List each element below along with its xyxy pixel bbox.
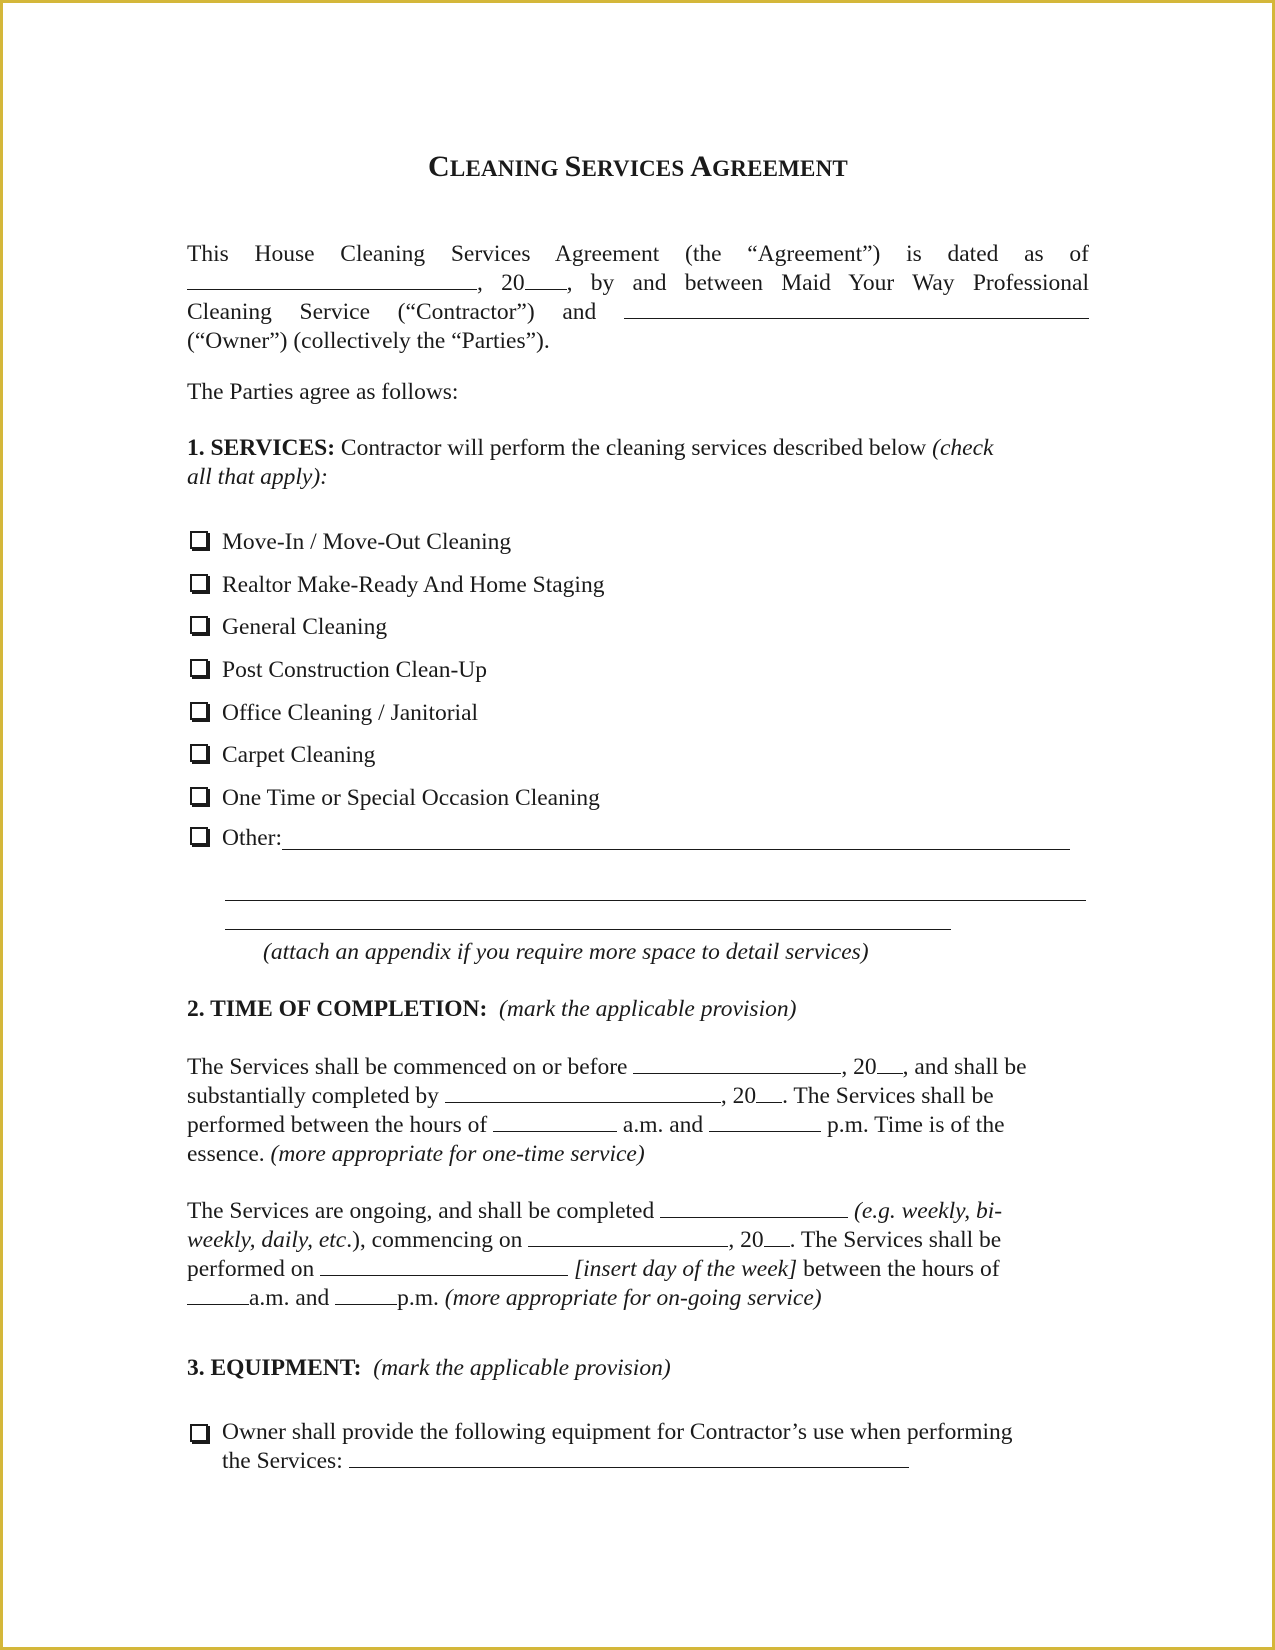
completion-year-blank[interactable]	[756, 1082, 782, 1103]
intro-line-3: Cleaning Service (“Contractor”) and	[187, 298, 1089, 327]
section-1-line-2: all that apply):	[187, 464, 328, 490]
start-hour-blank[interactable]	[493, 1111, 617, 1132]
section-3-heading: 3. EQUIPMENT:	[187, 1355, 362, 1381]
checkbox[interactable]	[190, 616, 208, 634]
completion-date-blank[interactable]	[445, 1082, 721, 1103]
checkbox[interactable]	[190, 574, 208, 592]
service-option-carpet[interactable]: Carpet Cleaning	[187, 739, 1089, 771]
section-2-note: (mark the applicable provision)	[499, 996, 797, 1022]
section-3-note: (mark the applicable provision)	[373, 1355, 671, 1381]
other-blank-line-2[interactable]	[225, 900, 1086, 901]
checkbox[interactable]	[190, 827, 208, 845]
frequency-blank[interactable]	[660, 1197, 848, 1218]
section-2-heading-row	[187, 995, 1089, 1024]
section-1-heading: 1. SERVICES:	[187, 435, 336, 461]
ongoing-end-hour-blank[interactable]	[335, 1284, 397, 1305]
intro-line-4: (“Owner”) (collectively the “Parties”).	[187, 328, 550, 354]
equipment-blank[interactable]	[349, 1447, 909, 1468]
section-2-heading: 2. TIME OF COMPLETION:	[187, 996, 488, 1022]
equipment-text-line-2: the Services:	[222, 1447, 1013, 1476]
intro-line-2: , 20 , by and between Maid Your Way Professional	[187, 269, 1089, 298]
equipment-option-owner[interactable]	[187, 1418, 1089, 1476]
start-date-blank[interactable]	[633, 1053, 841, 1074]
year-blank[interactable]	[525, 269, 567, 290]
checkbox[interactable]	[190, 787, 208, 805]
equipment-text-line-1: Owner shall provide the following equipment for Contractor’s use when performing	[222, 1419, 1013, 1445]
appendix-note: (attach an appendix if you require more space to detail services)	[263, 939, 869, 965]
ongoing-start-hour-blank[interactable]	[187, 1284, 249, 1305]
section-1	[187, 434, 1089, 492]
intro-line-1: This House Cleaning Services Agreement (the “Agreement”) is dated as of	[187, 241, 1089, 267]
document-title: CLEANING SERVICES AGREEMENT	[428, 150, 848, 183]
service-option-one-time[interactable]: One Time or Special Occasion Cleaning	[187, 782, 1089, 814]
checkbox[interactable]	[190, 1424, 208, 1442]
date-blank[interactable]	[187, 269, 477, 290]
checkbox[interactable]	[190, 744, 208, 762]
one-time-paragraph: The Services shall be commenced on or before , 20 , and shall be substantially completed by , 20 . The Services shall be performed between the hours of a.m. and p.m. Time is of the essence. (more appropriate for one-time service)	[187, 1054, 1027, 1167]
service-option-office[interactable]: Office Cleaning / Janitorial	[187, 697, 1089, 729]
end-hour-blank[interactable]	[709, 1111, 821, 1132]
commence-date-blank[interactable]	[528, 1226, 728, 1247]
start-year-blank[interactable]	[877, 1053, 903, 1074]
service-option-other[interactable]: Other:	[187, 822, 1089, 854]
day-of-week-blank[interactable]	[320, 1255, 568, 1276]
service-option-move-in[interactable]: Move-In / Move-Out Cleaning	[187, 526, 1089, 558]
commence-year-blank[interactable]	[764, 1226, 790, 1247]
checkbox[interactable]	[190, 531, 208, 549]
section-3-heading-row	[187, 1354, 1089, 1383]
checkbox[interactable]	[190, 659, 208, 677]
section-1-line-1: 1. SERVICES: Contractor will perform the cleaning services described below (check	[187, 435, 994, 461]
service-option-realtor[interactable]: Realtor Make-Ready And Home Staging	[187, 569, 1089, 601]
other-blank-line-3[interactable]	[225, 929, 951, 930]
other-blank[interactable]	[282, 827, 1070, 850]
intro-paragraph	[187, 240, 1089, 356]
ongoing-paragraph: The Services are ongoing, and shall be completed (e.g. weekly, bi- weekly, daily, etc.), commencing on , 20 . The Services shall be performed on [insert day of the week] between the hours of a.m. and p.m. (more appropriate for on-going service)	[187, 1198, 1003, 1311]
checkbox[interactable]	[190, 702, 208, 720]
service-option-general[interactable]: General Cleaning	[187, 611, 1089, 643]
owner-name-blank[interactable]	[624, 298, 1089, 319]
service-option-post-construction[interactable]: Post Construction Clean-Up	[187, 654, 1089, 686]
agree-statement: The Parties agree as follows:	[187, 379, 459, 405]
